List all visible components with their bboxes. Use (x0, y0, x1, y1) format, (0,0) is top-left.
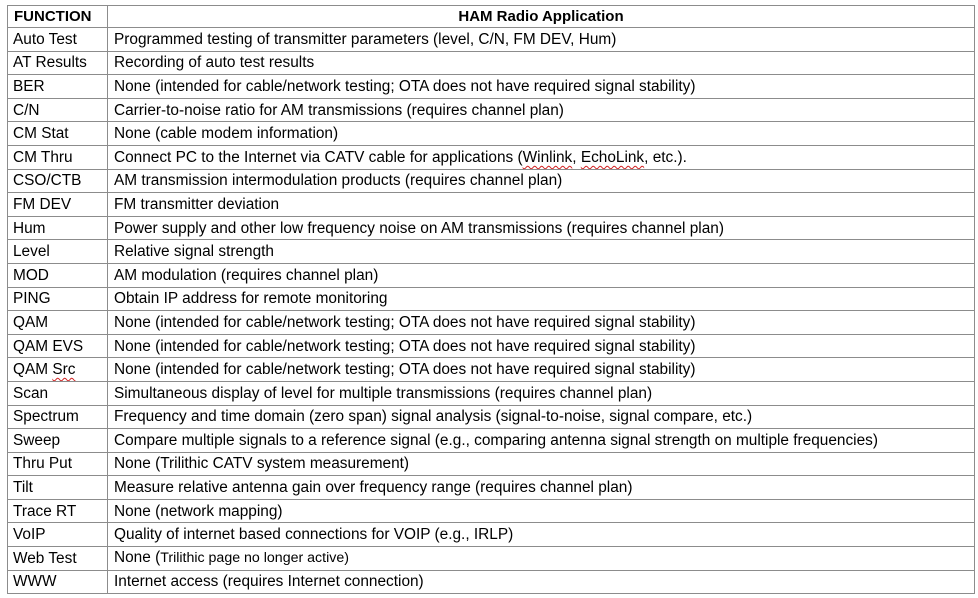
table-row (8, 145, 975, 169)
application-cell: Compare multiple signals to a reference signal (e.g., comparing antenna signal strength on multiple frequencies) (108, 429, 975, 453)
application-cell: Frequency and time domain (zero span) signal analysis (signal-to-noise, signal compare, etc.) (108, 405, 975, 429)
application-cell: Obtain IP address for remote monitoring (108, 287, 975, 311)
function-cell: Web Test (8, 547, 108, 571)
application-cell: Recording of auto test results (108, 51, 975, 75)
application-text: , etc.). (644, 148, 687, 166)
application-cell: Power supply and other low frequency noise on AM transmissions (requires channel plan) (108, 216, 975, 240)
function-table-container (7, 5, 974, 594)
table-row (8, 499, 975, 523)
application-cell: Measure relative antenna gain over frequency range (requires channel plan) (108, 476, 975, 500)
function-cell (8, 358, 108, 382)
table-row (8, 193, 975, 217)
application-cell: None (intended for cable/network testing; OTA does not have required signal stability) (108, 75, 975, 99)
column-header-function: FUNCTION (8, 6, 108, 28)
application-cell: Quality of internet based connections for VOIP (e.g., IRLP) (108, 523, 975, 547)
function-cell: BER (8, 75, 108, 99)
function-cell: CSO/CTB (8, 169, 108, 193)
function-cell: CM Thru (8, 145, 108, 169)
application-cell: AM modulation (requires channel plan) (108, 263, 975, 287)
table-row (8, 334, 975, 358)
function-cell: Trace RT (8, 499, 108, 523)
application-cell: FM transmitter deviation (108, 193, 975, 217)
function-cell: Spectrum (8, 405, 108, 429)
table-row (8, 570, 975, 594)
application-cell: None (network mapping) (108, 499, 975, 523)
application-cell: Carrier-to-noise ratio for AM transmissions (requires channel plan) (108, 98, 975, 122)
function-cell: MOD (8, 263, 108, 287)
function-cell: VoIP (8, 523, 108, 547)
function-cell: Tilt (8, 476, 108, 500)
table-row (8, 75, 975, 99)
function-cell: Auto Test (8, 28, 108, 52)
table-row (8, 28, 975, 52)
application-text: None ( (114, 549, 161, 567)
function-cell: C/N (8, 98, 108, 122)
spellcheck-flagged-word: Src (52, 361, 76, 379)
table-row (8, 287, 975, 311)
function-cell: CM Stat (8, 122, 108, 146)
table-row (8, 405, 975, 429)
table-row (8, 263, 975, 287)
table-row (8, 547, 975, 571)
function-cell: Thru Put (8, 452, 108, 476)
table-row (8, 240, 975, 264)
table-row (8, 169, 975, 193)
table-row (8, 122, 975, 146)
function-cell: Level (8, 240, 108, 264)
spellcheck-flagged-word: EchoLink (580, 148, 645, 166)
table-row (8, 476, 975, 500)
function-cell: FM DEV (8, 193, 108, 217)
application-cell: None (Trilithic CATV system measurement) (108, 452, 975, 476)
application-text: , (572, 148, 581, 166)
table-header-row (8, 6, 975, 28)
application-cell: None (intended for cable/network testing; OTA does not have required signal stability) (108, 311, 975, 335)
table-row (8, 429, 975, 453)
table-row (8, 216, 975, 240)
application-cell (108, 547, 975, 571)
application-cell: None (intended for cable/network testing; OTA does not have required signal stability) (108, 334, 975, 358)
column-header-application: HAM Radio Application (108, 6, 975, 28)
table-row (8, 98, 975, 122)
function-cell: PING (8, 287, 108, 311)
function-cell: Hum (8, 216, 108, 240)
table-row (8, 51, 975, 75)
function-cell: Scan (8, 381, 108, 405)
application-cell: Simultaneous display of level for multiple transmissions (requires channel plan) (108, 381, 975, 405)
table-row (8, 523, 975, 547)
application-cell: Relative signal strength (108, 240, 975, 264)
function-cell: AT Results (8, 51, 108, 75)
function-cell: QAM (8, 311, 108, 335)
ham-radio-function-table (7, 5, 975, 594)
application-cell: AM transmission intermodulation products (requires channel plan) (108, 169, 975, 193)
application-text: Connect PC to the Internet via CATV cable for applications ( (114, 148, 523, 166)
table-row (8, 452, 975, 476)
application-cell: None (intended for cable/network testing; OTA does not have required signal stability) (108, 358, 975, 382)
application-cell: Internet access (requires Internet connection) (108, 570, 975, 594)
application-note-text: Trilithic page no longer active) (160, 550, 349, 567)
function-cell: WWW (8, 570, 108, 594)
function-cell: Sweep (8, 429, 108, 453)
table-row (8, 311, 975, 335)
function-cell: QAM EVS (8, 334, 108, 358)
application-cell: None (cable modem information) (108, 122, 975, 146)
function-text: QAM (13, 361, 53, 379)
spellcheck-flagged-word: Winlink (522, 148, 573, 166)
table-row (8, 381, 975, 405)
table-row (8, 358, 975, 382)
application-cell: Programmed testing of transmitter parameters (level, C/N, FM DEV, Hum) (108, 28, 975, 52)
application-cell (108, 145, 975, 169)
